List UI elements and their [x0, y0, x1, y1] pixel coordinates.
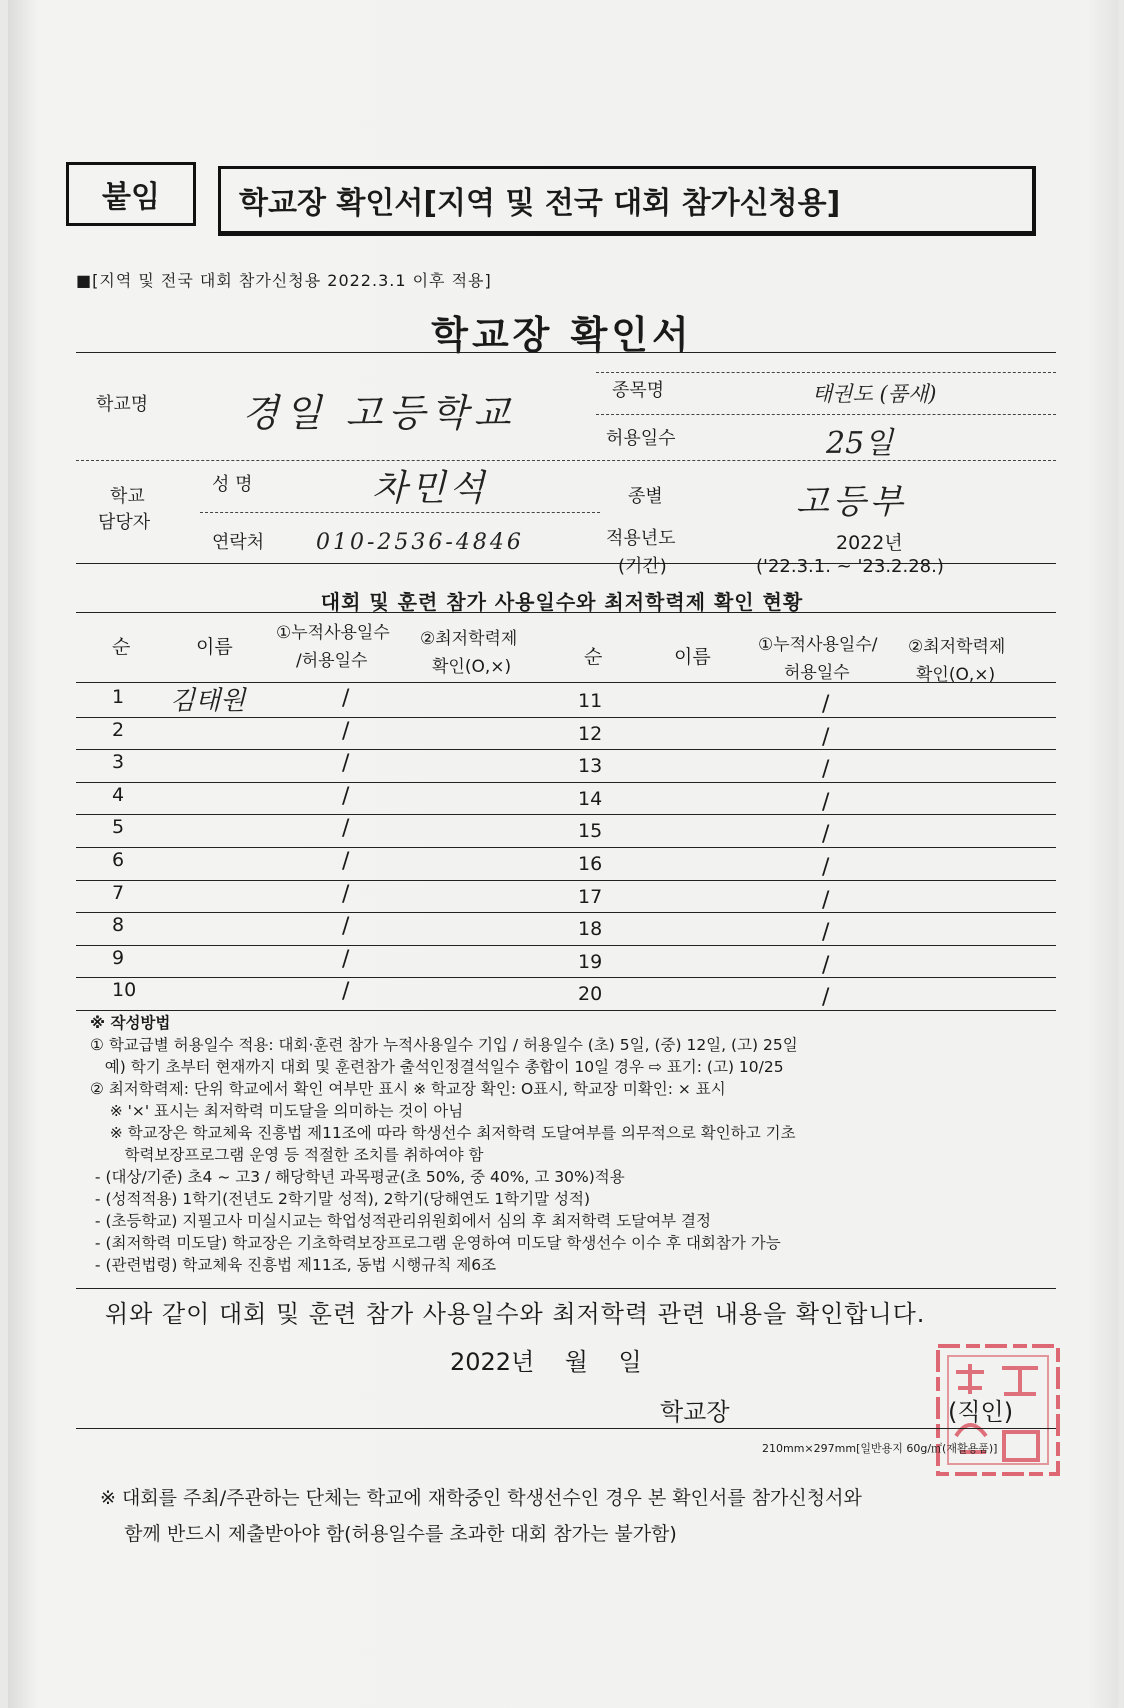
notes-line: ① 학교급별 허용일수 적용: 대회·훈련 참가 누적사용일수 기입 / 허용일수 (초) 5일, (중) 12일, (고) 25일 [90, 1036, 798, 1054]
attachment-tag [66, 162, 196, 226]
row-fraction-right: / [822, 952, 830, 978]
footnote [100, 1480, 862, 1552]
event-value: 태권도 (품새) [812, 382, 937, 406]
name-value: 차민석 [372, 468, 489, 509]
footnote-line-1: ※ 대회를 주최/주관하는 단체는 학교에 재학중인 학생선수인 경우 본 확인서를 참가신청서와 [100, 1487, 862, 1509]
staff-label-1: 학교 [110, 486, 145, 507]
info-dash [596, 414, 1056, 415]
row-fraction-left: / [342, 718, 350, 744]
paper-spec: 210mm×297mm[일반용지 60g/㎡(재활용품)] [762, 1442, 998, 1455]
header-col1-left-1: ①누적사용일수 [276, 623, 390, 643]
row-rule [76, 880, 1056, 881]
row-number-right: 13 [578, 755, 603, 778]
notes-line: - (관련법령) 학교체육 진흥법 제11조, 동법 시행규칙 제6조 [90, 1256, 497, 1274]
row-fraction-left: / [342, 849, 350, 874]
row-rule [76, 912, 1056, 913]
header-col1-left-2: /허용일수 [296, 651, 368, 671]
form-subtitle: ■[지역 및 전국 대회 참가신청용 2022.3.1 이후 적용] [76, 271, 492, 290]
row-rule [76, 847, 1056, 848]
info-dash [596, 372, 1056, 373]
header-col1-right-2: 허용일수 [784, 663, 850, 683]
staff-label-2: 담당자 [98, 512, 151, 533]
row-fraction-right: / [822, 985, 830, 1011]
row-fraction-right: / [822, 724, 830, 750]
name-label: 성 명 [212, 474, 253, 495]
header-col2-left-2: 확인(O,×) [432, 657, 512, 677]
row-fraction-left: / [342, 946, 350, 972]
row-number-right: 15 [578, 820, 603, 843]
row-fraction-left: / [342, 686, 350, 711]
row-rule [76, 945, 1056, 946]
row-number-left: 1 [112, 686, 125, 708]
notes-line: - (대상/기준) 초4 ~ 고3 / 해당학년 과목평균(초 50%, 중 40%, 고 30%)적용 [90, 1168, 625, 1186]
notes-bottom-rule [76, 1288, 1056, 1289]
header-col2-right-2: 확인(O,×) [916, 665, 996, 685]
notes-line: ② 최저학력제: 단위 학교에서 확인 여부만 표시 ※ 학교장 확인: O표시, 학교장 미확인: × 표시 [90, 1080, 726, 1098]
row-rule [76, 1010, 1056, 1011]
notes-line: - (성적적용) 1학기(전년도 2학기말 성적), 2학기(당해연도 1학기말 성적) [90, 1190, 590, 1208]
row-fraction-right: / [822, 855, 830, 880]
row-number-left: 5 [112, 816, 125, 839]
header-name-right: 이름 [674, 646, 711, 668]
row-number-right: 19 [578, 950, 603, 973]
notes-heading: ※ 작성방법 [90, 1014, 171, 1032]
notes-line: ※ '×' 표시는 최저학력 미도달을 의미하는 것이 아님 [90, 1102, 464, 1120]
row-rule [76, 749, 1056, 750]
row-number-right: 14 [578, 787, 603, 810]
signature-bottom-rule [76, 1428, 1056, 1429]
year-label: 적용년도 [606, 528, 676, 549]
notes-line: ※ 학교장은 학교체육 진흥법 제11조에 따라 학생선수 최저학력 도달여부를 의무적으로 확인하고 기초 [90, 1124, 796, 1142]
row-number-right: 16 [578, 853, 603, 875]
header-no-left: 순 [112, 636, 131, 658]
info-dash [76, 460, 1056, 461]
year-sub-label: (기간) [618, 556, 667, 577]
row-number-right: 12 [578, 722, 603, 745]
row-fraction-left: / [342, 816, 350, 842]
type-label: 종별 [628, 486, 663, 507]
period-value: ('22.3.1. ~ '23.2.28.) [756, 556, 944, 577]
row-fraction-left: / [342, 979, 350, 1005]
seal-label: (직인) [948, 1398, 1014, 1426]
row-fraction-left: / [342, 881, 350, 907]
row-number-left: 2 [112, 718, 125, 741]
notes-line: 예) 학기 초부터 현재까지 대회 및 훈련참가 출석인정결석일수 총합이 10일 경우 ⇨ 표기: (고) 10/25 [90, 1058, 784, 1076]
row-number-left: 3 [112, 751, 125, 774]
table-title: 대회 및 훈련 참가 사용일수와 최저학력제 확인 현황 [320, 590, 804, 614]
header-no-right: 순 [584, 646, 603, 668]
principal-label: 학교장 [660, 1398, 730, 1426]
type-value: 고등부 [796, 482, 907, 522]
info-dash [200, 512, 600, 513]
page-title: 학교장 확인서 [431, 313, 693, 357]
row-rule [76, 814, 1056, 815]
row-fraction-right: / [822, 757, 830, 783]
attachment-tag-text: 붙임 [102, 180, 160, 215]
row-rule [76, 977, 1056, 978]
row-number-left: 6 [112, 849, 125, 871]
row-name-left: 김태원 [170, 686, 246, 716]
row-fraction-left: / [342, 751, 350, 777]
row-fraction-right: / [822, 887, 830, 913]
row-fraction-right: / [822, 692, 830, 717]
row-fraction-right: / [822, 789, 830, 815]
year-value: 2022년 [836, 532, 903, 554]
info-top-rule [76, 352, 1056, 353]
contact-value: 010-2536-4846 [316, 530, 524, 555]
row-number-left: 4 [112, 783, 125, 806]
row-number-left: 10 [112, 979, 137, 1002]
row-fraction-right: / [822, 920, 830, 946]
footnote-line-2: 함께 반드시 제출받아야 함(허용일수를 초과한 대회 참가는 불가함) [100, 1523, 677, 1545]
form-header-title [218, 166, 1036, 236]
row-number-left: 7 [112, 881, 125, 904]
row-fraction-right: / [822, 822, 830, 848]
notes-line: - (최저학력 미도달) 학교장은 기초학력보장프로그램 운영하여 미도달 학생선수 이수 후 대회참가 가능 [90, 1234, 781, 1252]
allowed-days-value: 25일 [826, 426, 894, 461]
notes-line: 학력보장프로그램 운영 등 적절한 조치를 취하여야 함 [90, 1146, 484, 1164]
row-fraction-left: / [342, 783, 350, 809]
table-top-rule [76, 612, 1056, 613]
school-label: 학교명 [96, 394, 149, 415]
form-header-title-text: 학교장 확인서[지역 및 전국 대회 참가신청용] [239, 186, 841, 221]
confirmation-text: 위와 같이 대회 및 훈련 참가 사용일수와 최저학력 관련 내용을 확인합니다. [105, 1300, 926, 1328]
notes-line: - (초등학교) 지필고사 미실시교는 학업성적관리위원회에서 심의 후 최저학력 도달여부 결정 [90, 1212, 711, 1230]
row-number-left: 9 [112, 946, 125, 969]
header-col2-right-1: ②최저학력제 [908, 637, 1006, 657]
header-col2-left-1: ②최저학력제 [420, 629, 518, 649]
official-seal-stamp [932, 1340, 1064, 1480]
row-number-right: 17 [578, 885, 603, 908]
header-name-left: 이름 [196, 636, 233, 658]
contact-label: 연락처 [212, 532, 265, 553]
row-number-left: 8 [112, 914, 125, 937]
school-name: 경일 고등학교 [242, 391, 517, 435]
row-number-right: 20 [578, 983, 603, 1006]
row-rule [76, 782, 1056, 783]
notes-section [90, 1012, 1050, 1276]
date-line: 2022년 월 일 [450, 1348, 642, 1376]
event-label: 종목명 [612, 380, 665, 401]
allowed-days-label: 허용일수 [606, 428, 676, 449]
header-col1-right-1: ①누적사용일수/ [758, 635, 878, 655]
row-number-right: 18 [578, 918, 603, 941]
row-fraction-left: / [342, 914, 350, 940]
row-number-right: 11 [578, 690, 603, 712]
